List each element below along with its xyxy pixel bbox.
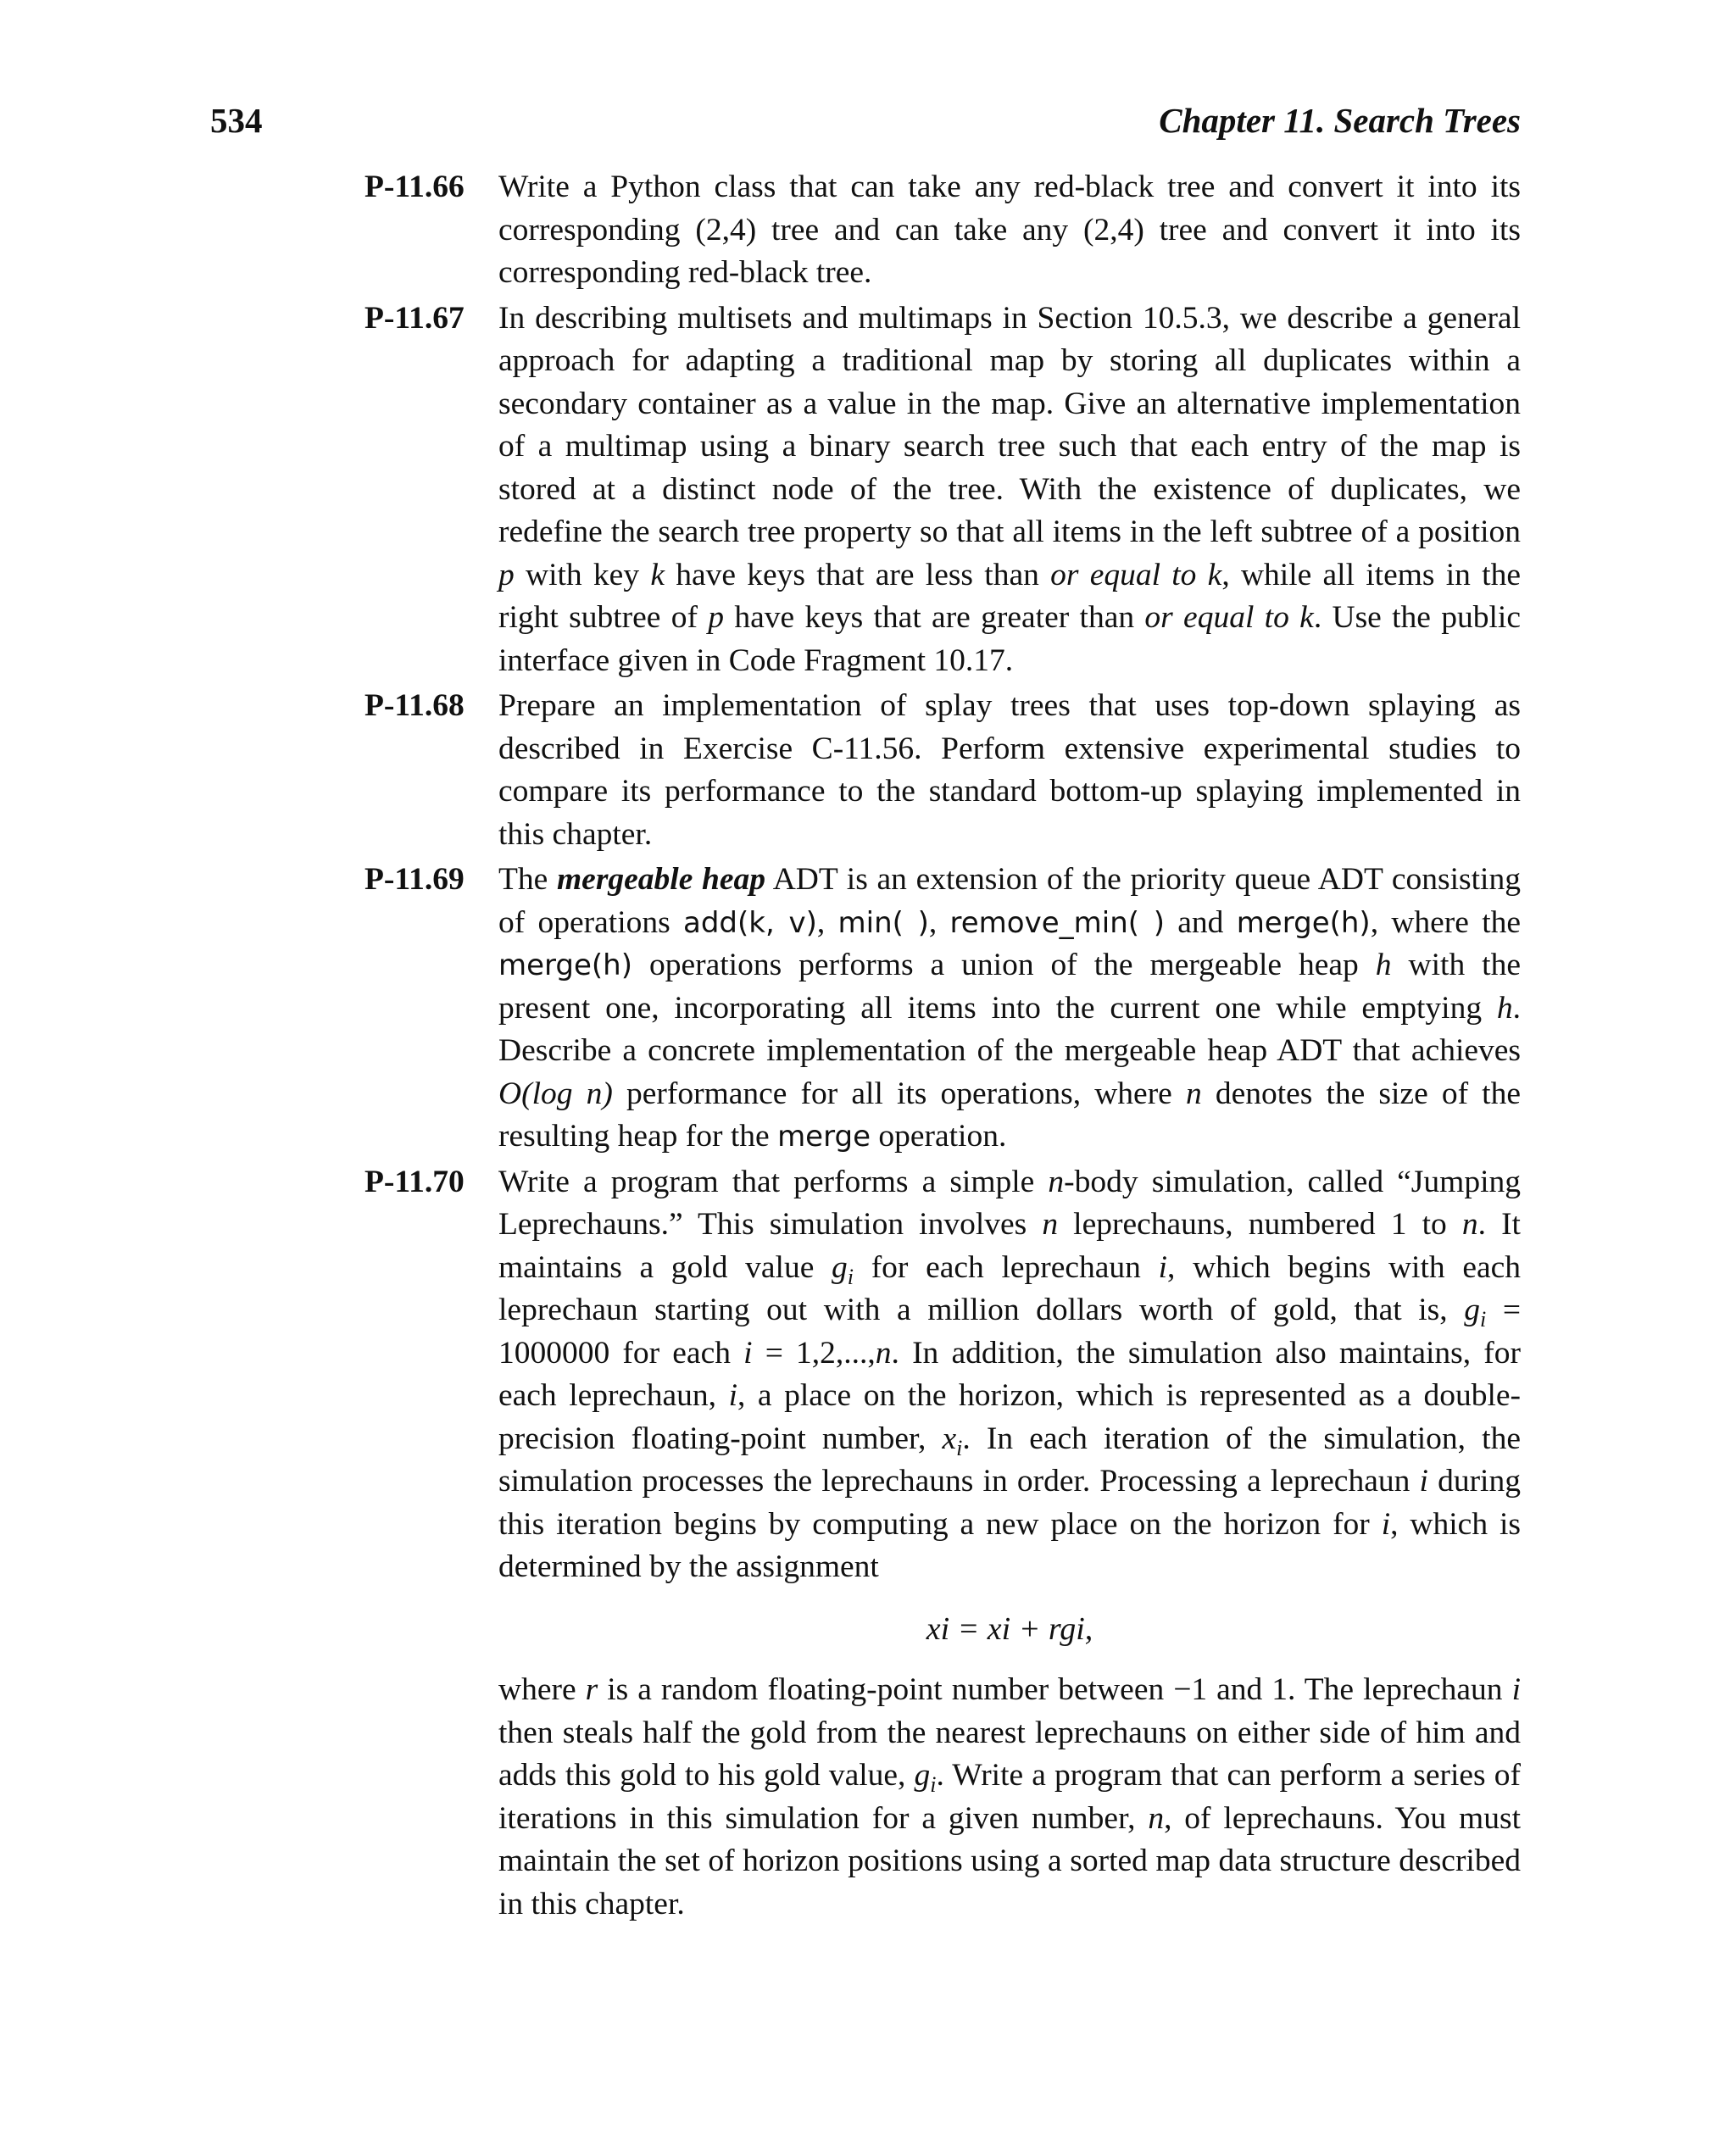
exercise-text (498, 298, 1521, 683)
text-run: . In each iteration of the simulation, the simulation processes the leprechauns in order. Processing a leprechaun (498, 1421, 1521, 1499)
text-run: = 1000000 for each (498, 1293, 1521, 1371)
math-var: g (832, 1249, 848, 1285)
text-run: , of leprechauns. You must maintain the set of horizon positions using a sorted map data structure described in this chapter. (498, 1800, 1521, 1921)
math-var: g (914, 1758, 931, 1793)
text-run: . Write a program that can perform a series of iterations in this simulation for a given number, (498, 1758, 1521, 1836)
exercise-text (498, 685, 1521, 856)
text-run: with the present one, incorporating all items into the current one while emptying (498, 948, 1521, 1026)
text-run: is a random floating-point number between −1 and 1. The leprechaun (598, 1672, 1512, 1707)
text-run: and (1165, 904, 1237, 940)
exercise-paragraph (498, 1669, 1521, 1926)
code-merge: merge(h) (498, 948, 632, 982)
text-run: operations performs a union of the mergeable heap (632, 948, 1376, 982)
code-min: min( ) (837, 905, 929, 940)
math-var: i (743, 1335, 753, 1371)
math-var: i (728, 1378, 738, 1413)
math-subscript: i (847, 1264, 854, 1289)
exercise-p-11-67 (364, 298, 1521, 683)
math-var: i (1381, 1506, 1391, 1542)
text-run: operation. (870, 1119, 1007, 1154)
text-run: -body simulation, called “Jumping Leprechauns.” This simulation involves (498, 1164, 1521, 1242)
text-run: = 1,2,..., (752, 1335, 876, 1371)
exercise-paragraph (498, 298, 1521, 683)
math-big-o: O(log n) (498, 1076, 613, 1111)
math-var: n (1148, 1800, 1165, 1836)
exercise-p-11-68 (364, 685, 1521, 856)
math-var: k (650, 557, 665, 592)
exercise-list (364, 166, 1521, 1928)
display-formula (498, 1608, 1521, 1651)
text-run: The (498, 862, 557, 897)
math-var: n (1185, 1076, 1202, 1111)
text-run: , which begins with each leprechaun starting out with a million dollars worth of gold, that is, (498, 1249, 1522, 1327)
exercise-p-11-69 (364, 859, 1521, 1159)
exercise-text (498, 859, 1521, 1159)
code-merge: merge(h) (1236, 905, 1371, 940)
math-var: g (1464, 1293, 1480, 1327)
text-run: performance for all its operations, where (612, 1076, 1186, 1111)
text-run: then steals half the gold from the nearest leprechauns on either side of him and adds this gold to his gold value, (498, 1715, 1521, 1793)
exercise-p-11-66 (364, 166, 1521, 295)
defined-term: mergeable heap (557, 862, 766, 897)
text-run: , where the (1370, 904, 1522, 940)
text-run: , (928, 904, 950, 940)
text-run: In describing multisets and multimaps in Section 10.5.3, we describe a general approach for adapting a traditional map by storing all duplicates within a secondary container as a value in the map. Give an alternative implementation of a multimap using a binary search tree such that each entry of the map is stored at a distinct node of the tree. With the existence of duplicates, we redefine the search tree property so that all items in the left subtree of a position (498, 300, 1521, 549)
text-run: . Describe a concrete implementation of the mergeable heap ADT that achieves (498, 990, 1521, 1068)
text-run: where (498, 1672, 586, 1707)
math-var: r (585, 1672, 598, 1707)
math-var: n (875, 1335, 892, 1371)
text-run: Write a program that performs a simple (498, 1164, 1049, 1199)
text-run: have keys that are greater than (724, 600, 1145, 635)
math-var: n (1461, 1207, 1478, 1242)
exercise-paragraph: Prepare an implementation of splay trees that uses top-down splaying as described in Exercise C-11.56. Perform extensive experimental studies to compare its performance to the standard bottom-up splaying implemented in this chapter. (498, 688, 1521, 852)
emphasis: or equal to k (1144, 600, 1314, 635)
page-number: 534 (210, 101, 263, 140)
text-run: during this iteration begins by computing a new place on the horizon for (498, 1464, 1521, 1542)
code-remove-min: remove_min( ) (949, 905, 1165, 940)
exercise-label: P-11.66 (364, 170, 465, 204)
text-run: , which is determined by the assignment (498, 1506, 1521, 1584)
math-subscript: i (956, 1435, 963, 1460)
math-var: p (498, 557, 515, 592)
text-run: . Use the public interface given in Code Fragment 10.17. (498, 600, 1521, 678)
math-var: n (1042, 1207, 1059, 1242)
text-run: leprechauns, numbered 1 to (1058, 1207, 1462, 1242)
math-var: i (1158, 1249, 1168, 1285)
text-run: , while all items in the right subtree of (498, 557, 1521, 635)
exercise-paragraph (498, 859, 1521, 1159)
text-run: for each leprechaun (854, 1249, 1159, 1285)
exercise-label: P-11.70 (364, 1164, 465, 1199)
math-var: x (942, 1421, 957, 1456)
code-merge: merge (777, 1120, 871, 1154)
exercise-text (498, 1161, 1521, 1927)
math-var: n (1048, 1164, 1065, 1199)
math-var: h (1375, 948, 1392, 982)
text-run: , a place on the horizon, which is represented as a double-precision floating-point number, (498, 1378, 1522, 1456)
text-run: ADT is an extension of the priority queue ADT consisting of operations (498, 862, 1521, 940)
exercise-paragraph: Write a Python class that can take any red-black tree and convert it into its corresponding (2,4) tree and can take any (2,4) tree and convert it into its corresponding red-black tree. (498, 170, 1521, 290)
math-var: i (1511, 1672, 1521, 1707)
text-run: . In addition, the simulation also maintains, for each leprechaun, (498, 1335, 1521, 1413)
emphasis: or equal to k (1050, 557, 1222, 592)
exercise-label: P-11.69 (364, 862, 465, 897)
text-run: have keys that are less than (664, 557, 1051, 592)
chapter-title: Chapter 11. Search Trees (1159, 101, 1521, 140)
text-run: denotes the size of the resulting heap for the (498, 1076, 1521, 1154)
exercise-label: P-11.68 (364, 688, 465, 723)
math-var: p (708, 600, 725, 635)
exercise-p-11-70 (364, 1161, 1521, 1927)
text-run: , (816, 904, 838, 940)
page-header (210, 95, 1521, 146)
math-subscript: i (1480, 1307, 1487, 1332)
exercise-paragraph (498, 1161, 1521, 1589)
formula-text: xi = xi + rgi, (926, 1610, 1093, 1647)
math-var: h (1496, 990, 1513, 1026)
exercise-label: P-11.67 (364, 300, 465, 336)
exercise-text (498, 166, 1521, 295)
text-run: with key (514, 557, 651, 592)
text-run: . It maintains a gold value (498, 1207, 1521, 1285)
code-add: add(k, v) (683, 905, 817, 940)
math-subscript: i (930, 1772, 937, 1797)
math-var: i (1419, 1464, 1428, 1499)
